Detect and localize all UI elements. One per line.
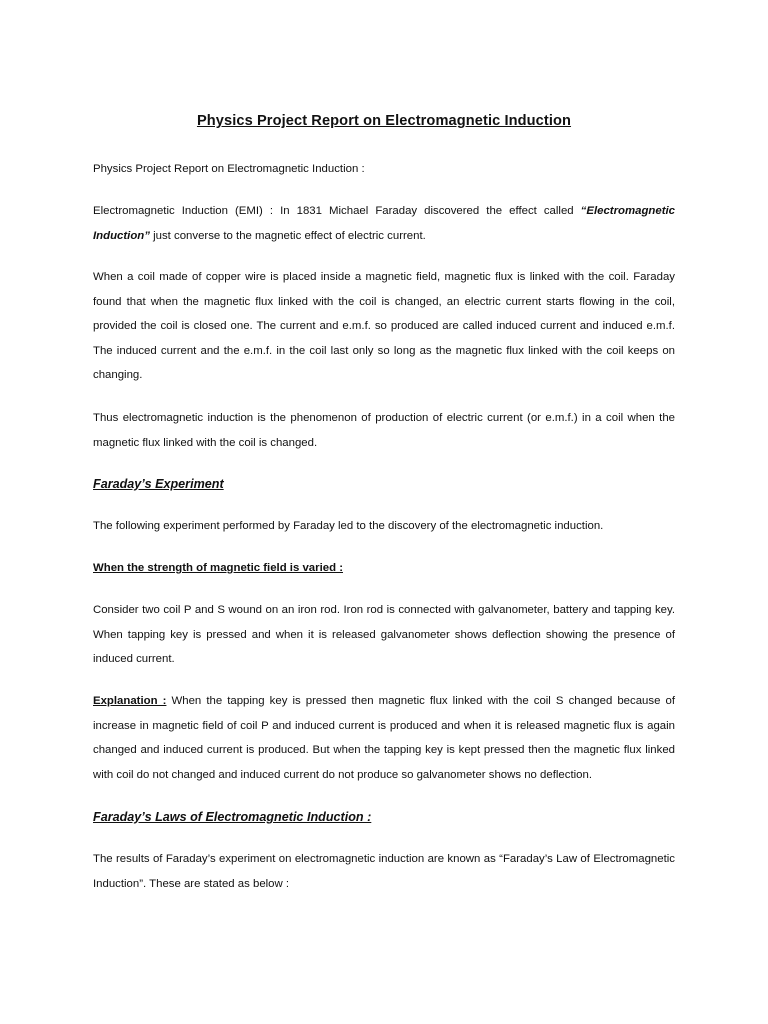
results-paragraph: The results of Faraday’s experiment on electromagnetic induction are known as “Faraday’s Law of Electromagnetic Induction”. These are stated as below : [93, 853, 675, 890]
consider-paragraph: Consider two coil P and S wound on an iron rod. Iron rod is connected with galvanometer, battery and tapping key. When tapping key is pressed and when it is released galvanometer shows deflection showing the presence of induced current. [93, 604, 675, 665]
experiment-paragraph: The following experiment performed by Faraday led to the discovery of the electromagnetic induction. [93, 520, 604, 532]
coil-paragraph: When a coil made of copper wire is placed inside a magnetic field, magnetic flux is linked with the coil. Faraday found that when the magnetic flux linked with the coil is changed, an electric current starts flowing in the coil, provided the coil is closed one. The current and e.m.f. so produced are called induced current and induced e.m.f. The induced current and the e.m.f. in the coil last only so long as the magnetic flux linked with the coil keeps on changing. [93, 271, 675, 381]
explanation-text: When the tapping key is pressed then magnetic flux linked with the coil S changed because of increase in magnetic field of coil P and induced current is produced and when it is released magnetic flux is again changed and induced current is produced. But when the tapping key is kept pressed then the magnetic flux linked with coil do not changed and induced current do not produce so galvanometer shows no deflection. [93, 695, 675, 781]
experiment-heading [93, 472, 675, 498]
emi-term: “Electromagnetic Induction” [93, 205, 675, 242]
explanation-label: Explanation : [93, 695, 167, 707]
laws-heading-text: Faraday’s Laws of Electromagnetic Induction : [93, 810, 372, 824]
emi-definition-text: Electromagnetic Induction (EMI) : In 1831 Michael Faraday discovered the effect called [93, 205, 581, 217]
explanation-paragraph [93, 689, 675, 787]
varied-subheading [93, 556, 675, 581]
varied-subheading-text: When the strength of magnetic field is varied : [93, 562, 343, 574]
document-title: Physics Project Report on Electromagnetic Induction [196, 113, 572, 129]
experiment-heading-text: Faraday’s Experiment [93, 477, 224, 491]
emi-definition-tail: just converse to the magnetic effect of electric current. [149, 229, 426, 242]
emi-definition-paragraph [93, 199, 675, 248]
intro-line: Physics Project Report on Electromagnetic Induction : [93, 163, 365, 175]
laws-heading [93, 805, 675, 831]
thus-paragraph: Thus electromagnetic induction is the phenomenon of production of electric current (or e.m.f.) in a coil when the magnetic flux linked with the coil is changed. [93, 412, 675, 449]
